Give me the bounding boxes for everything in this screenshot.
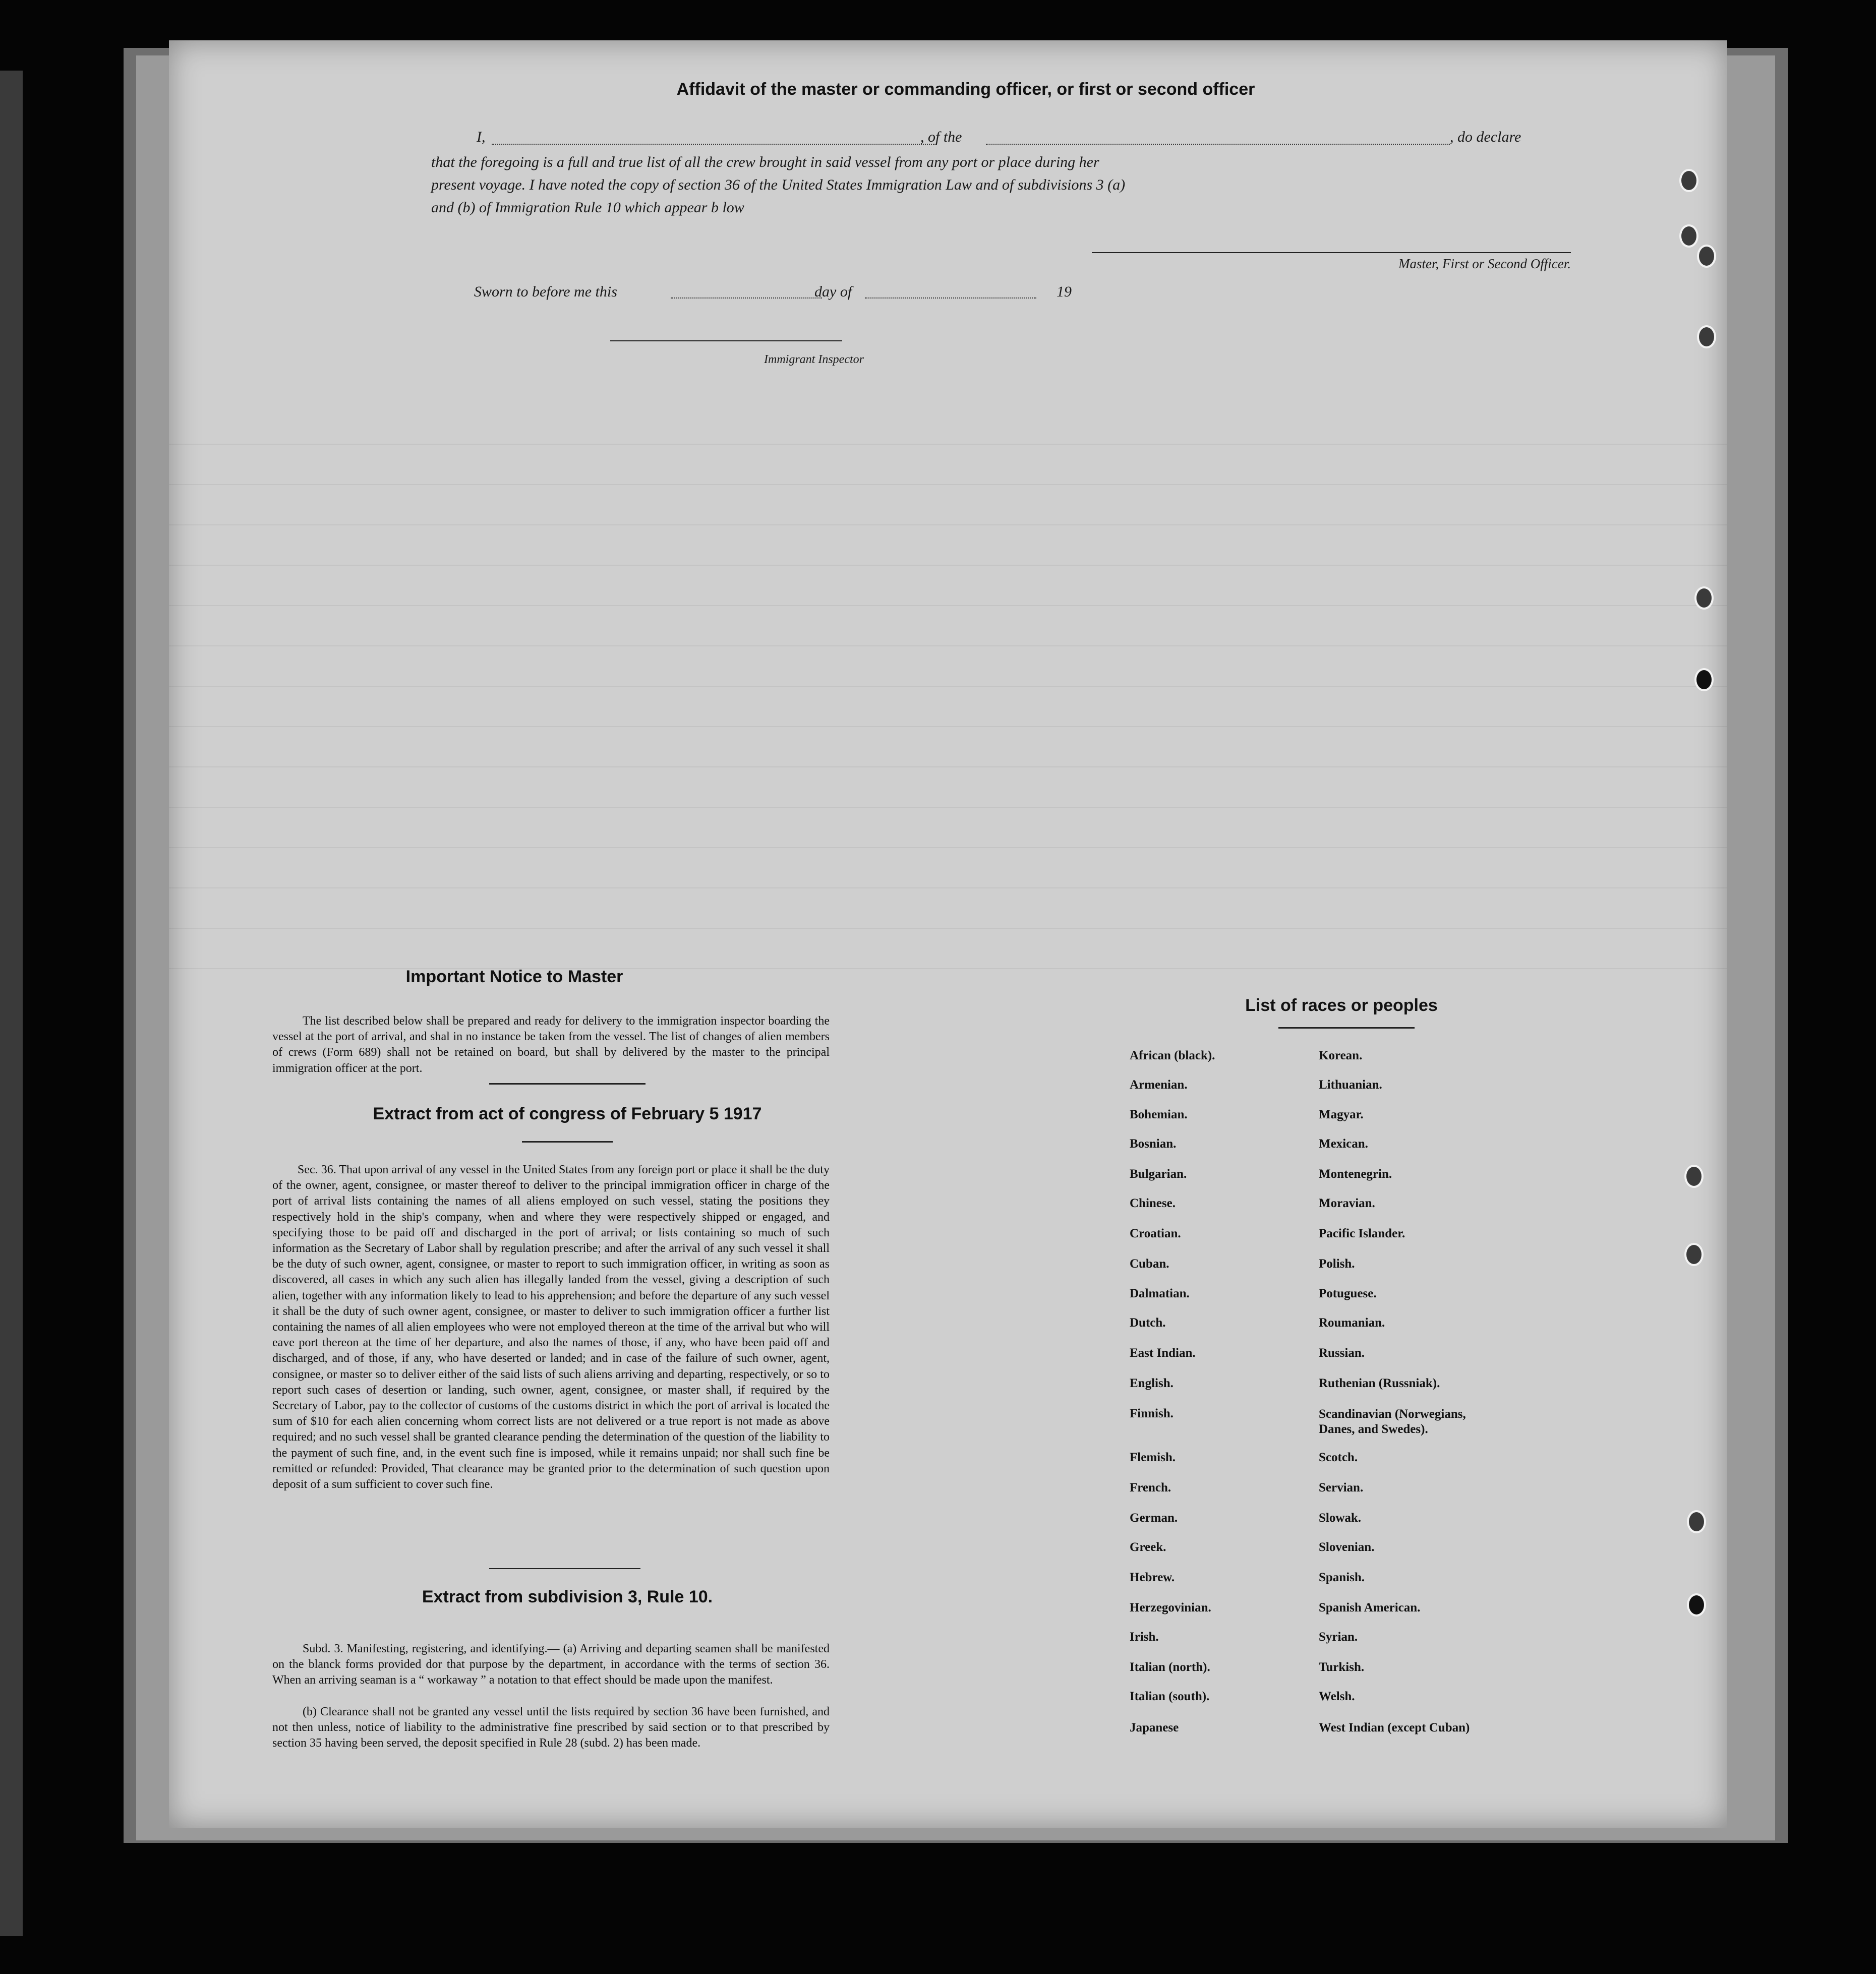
race-item: Croatian. [1130, 1227, 1181, 1240]
race-item: Hebrew. [1130, 1571, 1175, 1584]
sworn-month-field[interactable] [865, 297, 1036, 298]
race-item: Slowak. [1319, 1511, 1362, 1525]
affidavit-title: Affidavit of the master or commanding officer, or first or second officer [676, 80, 1255, 99]
sworn-prefix: Sworn to before me this [474, 283, 617, 300]
race-item: Mexican. [1319, 1137, 1368, 1151]
race-item: Bulgarian. [1130, 1167, 1187, 1181]
sworn-day-field[interactable] [671, 297, 822, 298]
binder-hole-icon [1679, 169, 1698, 192]
race-item: Ruthenian (Russniak). [1319, 1377, 1440, 1390]
race-item: Japanese [1130, 1721, 1179, 1734]
affidavit-body-line2: that the foregoing is a full and true list of all the crew brought in said vessel from any port or place during her [431, 154, 1099, 170]
sworn-day-of: day of [814, 283, 852, 300]
race-item: German. [1130, 1511, 1178, 1525]
affidavit-of-the-label: , of the [920, 129, 962, 145]
race-item: Dalmatian. [1130, 1287, 1190, 1300]
race-item: Cuban. [1130, 1257, 1169, 1271]
left-strip [0, 71, 23, 1936]
race-item: Syrian. [1319, 1630, 1358, 1644]
inspector-signature-line[interactable] [610, 340, 842, 341]
notice-body: The list described below shall be prepared and ready for delivery to the immigration inspector boarding the vessel at the port of arrival, and shal in no instance be taken from the vessel. The list of changes of alien members of crews (Form 689) shall not be retained on board, but shall by delivered by the master to the principal immigration officer at the port. [272, 1014, 830, 1075]
race-item: Servian. [1319, 1481, 1364, 1494]
manifest-page [169, 40, 1727, 1828]
notice-title: Important Notice to Master [405, 967, 623, 986]
extract-rule-title: Extract from subdivision 3, Rule 10. [422, 1587, 713, 1606]
race-item: Korean. [1319, 1049, 1363, 1062]
race-item: Bohemian. [1130, 1108, 1188, 1121]
races-title: List of races or peoples [1245, 996, 1438, 1015]
race-item: Montenegrin. [1319, 1167, 1392, 1181]
race-item: French. [1130, 1481, 1171, 1494]
race-item: Flemish. [1130, 1451, 1176, 1464]
extract-rule-para-a: Subd. 3. Manifesting, registering, and identifying.— (a) Arriving and departing seamen shall be manifested on the blanck forms provided dor that purpose by the department, in accordance with the terms of section 36. When an arriving seaman is a “ workaway ” a notation to that effect should be made upon the manifest. [272, 1642, 830, 1687]
notice-divider [489, 1083, 646, 1085]
binder-hole-icon [1694, 668, 1714, 691]
race-item: Slovenian. [1319, 1540, 1375, 1554]
race-item: Finnish. [1130, 1407, 1174, 1420]
race-item: Spanish American. [1319, 1601, 1421, 1614]
race-item: Herzegovinian. [1130, 1601, 1211, 1614]
race-item: Chinese. [1130, 1197, 1176, 1210]
race-item: African (black). [1130, 1049, 1215, 1062]
affidavit-declare-label: , do declare [1450, 129, 1521, 145]
race-item: East Indian. [1130, 1346, 1196, 1360]
binder-hole-icon [1694, 586, 1714, 610]
race-item: Potuguese. [1319, 1287, 1377, 1300]
race-item: Turkish. [1319, 1660, 1365, 1674]
race-item: Dutch. [1130, 1316, 1166, 1330]
race-item: Bosnian. [1130, 1137, 1177, 1151]
race-item: Armenian. [1130, 1078, 1188, 1092]
race-item: West Indian (except Cuban) [1319, 1721, 1470, 1734]
race-item: Russian. [1319, 1346, 1365, 1360]
race-item: Magyar. [1319, 1108, 1364, 1121]
vessel-name-field[interactable] [986, 144, 1450, 145]
race-item: Scotch. [1319, 1451, 1358, 1464]
declarant-name-field[interactable] [492, 144, 935, 145]
affidavit-i-label: I, [477, 129, 486, 145]
race-item: Scandinavian (Norwegians, Danes, and Swedes). [1319, 1407, 1466, 1436]
extract-act-body: Sec. 36. That upon arrival of any vessel in the United States from any foreign port or place it shall be the duty of the owner, agent, consignee, or master thereof to deliver to the principal immigration officer in charge of the port of arrival lists containing the names of all aliens employed on such vessel, stating the positions they respectively hold in the ship's company, when and where they were respectively shipped or engaged, and specifying those to be paid off and discharged in the port of arrival; or lists containing so much of such information as the Secretary of Labor shall by regulation prescribe; and after the arrival of any such vessel it shall be the duty of such owner, agent, consignee, or master to report to such immigration officer, in writing as soon as discovered, all cases in which any such alien has illegally landed from the vessel, giving a description of such alien, together with any information likely to lead to his apprehension; and before the departure of any such vessel it shall be the duty of such owner agent, consignee, or master to deliver to such immigration officer a further list containing the names of all alien employees who were not employed thereon at the time of the arrival but who will eave port thereon at the time of her departure, and also the names of those, if any, who have been paid off and discharged, and of those, if any, who have deserted or landed; and in case of the failure of such owner, agent, consignee, or master so to deliver either of the said lists of such aliens arriving and departing, respectively, or so to report such cases of desertion or landing, such owner, agent, consignee, or master shall, if required by the Secretary of Labor, pay to the collector of customs of the customs district in which the port of arrival is located the sum of $10 for each alien concerning whom correct lists are not delivered or a true report is not made as above required; and no such vessel shall be granted clearance pending the determination of the question of the liability to the payment of such fine, and, in the event such fine is imposed, while it remains unpaid; nor shall such fine be remitted or refunded: Provided, That clearance may be granted prior to the determination of such question upon deposit of a sum sufficient to cover such fine. [272, 1163, 830, 1491]
race-item: Roumanian. [1319, 1316, 1385, 1330]
binder-hole-icon [1679, 224, 1698, 248]
sworn-year: 19 [1057, 283, 1072, 300]
binder-hole-icon [1684, 1165, 1704, 1188]
extract-act-underline [522, 1141, 613, 1143]
race-item: Italian (north). [1130, 1660, 1210, 1674]
races-underline [1278, 1027, 1415, 1029]
affidavit-body-line4: and (b) of Immigration Rule 10 which appear b low [431, 199, 744, 216]
race-item: Italian (south). [1130, 1690, 1210, 1703]
race-item: Moravian. [1319, 1197, 1375, 1210]
race-item: Polish. [1319, 1257, 1355, 1271]
binder-hole-icon [1684, 1243, 1704, 1266]
inspector-label: Immigrant Inspector [764, 353, 864, 366]
affidavit-body-line3: present voyage. I have noted the copy of section 36 of the United States Immigration Law and of subdivisions 3 (a) [431, 176, 1126, 193]
master-signature-line[interactable] [1092, 252, 1571, 253]
race-item: English. [1130, 1377, 1174, 1390]
extract-act-title: Extract from act of congress of February 5 1917 [373, 1104, 762, 1123]
master-signature-label: Master, First or Second Officer. [1398, 256, 1571, 271]
race-item: Spanish. [1319, 1571, 1365, 1584]
extract-rule-para-b: (b) Clearance shall not be granted any vessel until the lists required by section 36 have been furnished, and not then unless, notice of liability to the administrative fine prescribed by said section or to that prescribed by section 35 having been served, the deposit specified in Rule 28 (subd. 2) has been made. [272, 1705, 830, 1750]
race-item: Lithuanian. [1319, 1078, 1382, 1092]
binder-hole-icon [1687, 1593, 1706, 1617]
binder-hole-icon [1687, 1510, 1706, 1533]
race-item: Welsh. [1319, 1690, 1355, 1703]
binder-hole-icon [1697, 325, 1716, 348]
binder-hole-icon [1697, 245, 1716, 268]
extract-act-divider [489, 1568, 640, 1569]
race-item: Irish. [1130, 1630, 1159, 1644]
race-item: Pacific Islander. [1319, 1227, 1405, 1240]
race-item: Greek. [1130, 1540, 1166, 1554]
